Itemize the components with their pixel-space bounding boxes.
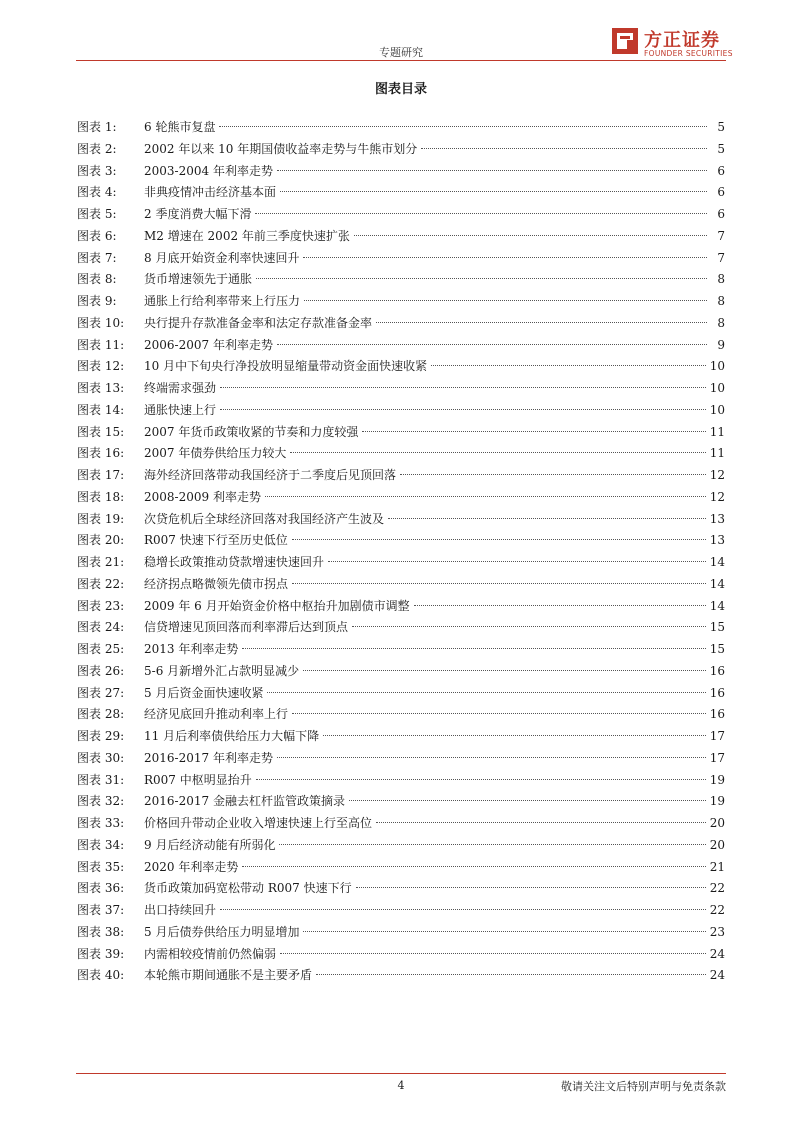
toc-entry-label: 图表 14: bbox=[77, 402, 125, 417]
toc-entry[interactable] bbox=[77, 857, 725, 879]
toc-leader-dots bbox=[265, 496, 706, 497]
company-logo bbox=[612, 26, 732, 62]
toc-entry-page: 8 bbox=[717, 315, 725, 330]
toc-entry-text: 经济见底回升推动利率上行 bbox=[144, 707, 289, 722]
toc-entry[interactable] bbox=[77, 313, 725, 335]
toc-entry-label: 图表 2: bbox=[77, 141, 117, 156]
toc-entry-page: 8 bbox=[717, 294, 725, 308]
toc-entry-label: 图表 5: bbox=[77, 207, 117, 221]
toc-entry-text: 2003-2004 年利率走势 bbox=[144, 163, 273, 178]
toc-entry[interactable] bbox=[77, 965, 725, 987]
toc-entry-text: 通胀上行给利率带来上行压力 bbox=[144, 294, 301, 308]
toc-entry-text: 8 月底开始资金利率快速回升 bbox=[144, 250, 300, 265]
toc-entry-label: 图表 8: bbox=[77, 272, 117, 287]
toc-leader-dots bbox=[328, 561, 706, 562]
toc-entry-label: 图表 30: bbox=[77, 750, 125, 765]
toc-entry-page: 19 bbox=[709, 794, 725, 809]
toc-entry[interactable] bbox=[77, 422, 725, 444]
toc-entry-label: 图表 23: bbox=[77, 598, 125, 613]
toc-entry-text: 2 季度消费大幅下滑 bbox=[144, 207, 252, 221]
toc-entry-page: 11 bbox=[709, 424, 725, 439]
toc-entry-text: 终端需求强劲 bbox=[144, 381, 217, 395]
toc-leader-dots bbox=[256, 779, 706, 780]
toc-entry-page: 20 bbox=[709, 816, 725, 830]
toc-entry-text: 2016-2017 年利率走势 bbox=[144, 750, 273, 765]
toc-entry-page: 15 bbox=[709, 642, 725, 656]
toc-leader-dots bbox=[255, 213, 707, 214]
toc-entry-page: 13 bbox=[709, 533, 725, 548]
toc-entry-text: 货币增速领先于通胀 bbox=[144, 272, 253, 287]
toc-entry-text: 本轮熊市期间通胀不是主要矛盾 bbox=[144, 968, 313, 983]
toc-entry-text: 5-6 月新增外汇占款明显减少 bbox=[144, 663, 300, 678]
toc-entry-label: 图表 22: bbox=[77, 576, 125, 591]
toc-leader-dots bbox=[354, 235, 707, 236]
toc-entry-page: 6 bbox=[717, 185, 725, 200]
toc-entry-page: 7 bbox=[717, 250, 725, 265]
toc-leader-dots bbox=[280, 953, 706, 954]
toc-entry-text: 2006-2007 年利率走势 bbox=[144, 337, 273, 352]
toc-entry-label: 图表 25: bbox=[77, 642, 125, 656]
toc-leader-dots bbox=[220, 387, 706, 388]
toc-entry-text: 2016-2017 金融去杠杆监管政策摘录 bbox=[144, 794, 345, 809]
toc-entry-page: 16 bbox=[709, 663, 725, 678]
toc-entry-text: R007 中枢明显抬升 bbox=[144, 772, 252, 787]
toc-leader-dots bbox=[421, 148, 707, 149]
toc-entry-text: 通胀快速上行 bbox=[144, 402, 217, 417]
toc-entry[interactable] bbox=[77, 835, 725, 857]
toc-entry-label: 图表 16: bbox=[77, 446, 125, 461]
toc-entry-page: 16 bbox=[709, 707, 725, 722]
toc-leader-dots bbox=[256, 278, 707, 279]
toc-entry-text: 次贷危机后全球经济回落对我国经济产生波及 bbox=[144, 511, 385, 526]
toc-leader-dots bbox=[277, 757, 706, 758]
toc-entry-label: 图表 33: bbox=[77, 816, 125, 830]
toc-leader-dots bbox=[242, 648, 705, 649]
toc-entry-page: 20 bbox=[709, 837, 725, 852]
toc-entry-label: 图表 19: bbox=[77, 511, 125, 526]
toc-entry[interactable] bbox=[77, 704, 725, 726]
toc-entry-text: 经济拐点略微领先债市拐点 bbox=[144, 576, 289, 591]
toc-leader-dots bbox=[290, 452, 705, 453]
toc-leader-dots bbox=[277, 344, 707, 345]
toc-entry-page: 10 bbox=[709, 359, 725, 374]
toc-entry[interactable] bbox=[77, 661, 725, 683]
toc-entry[interactable] bbox=[77, 574, 725, 596]
toc-entry[interactable] bbox=[77, 639, 725, 661]
toc-leader-dots bbox=[304, 300, 707, 301]
toc-entry[interactable] bbox=[77, 596, 725, 618]
toc-entry-label: 图表 34: bbox=[77, 837, 125, 852]
toc-entry-page: 17 bbox=[709, 750, 725, 765]
toc-entry-label: 图表 18: bbox=[77, 489, 125, 504]
toc-entry-label: 图表 40: bbox=[77, 968, 125, 983]
toc-entry-text: M2 增速在 2002 年前三季度快速扩张 bbox=[144, 228, 350, 243]
toc-entry[interactable] bbox=[77, 117, 725, 139]
toc-leader-dots bbox=[280, 191, 707, 192]
toc-entry[interactable] bbox=[77, 552, 725, 574]
toc-entry-page: 6 bbox=[717, 163, 725, 178]
toc-entry-label: 图表 11: bbox=[77, 337, 125, 352]
toc-entry-page: 12 bbox=[709, 468, 725, 482]
toc-leader-dots bbox=[219, 126, 707, 127]
toc-leader-dots bbox=[388, 518, 706, 519]
toc-entry-label: 图表 10: bbox=[77, 315, 125, 330]
toc-entry[interactable] bbox=[77, 443, 725, 465]
toc-leader-dots bbox=[431, 365, 706, 366]
toc-entry-label: 图表 20: bbox=[77, 533, 125, 548]
toc-entry[interactable] bbox=[77, 356, 725, 378]
toc-entry-page: 8 bbox=[717, 272, 725, 287]
disclaimer-note: 敬请关注文后特别声明与免责条款 bbox=[561, 1080, 726, 1093]
toc-leader-dots bbox=[316, 974, 706, 975]
toc-entry[interactable] bbox=[77, 487, 725, 509]
toc-entry-text: 5 月后债券供给压力明显增加 bbox=[144, 924, 300, 939]
toc-entry[interactable] bbox=[77, 813, 725, 835]
toc-leader-dots bbox=[376, 822, 706, 823]
toc-entry-page: 7 bbox=[717, 228, 725, 243]
toc-leader-dots bbox=[356, 887, 706, 888]
toc-entry-label: 图表 28: bbox=[77, 707, 125, 722]
toc-entry-label: 图表 31: bbox=[77, 772, 125, 787]
toc-entry-page: 22 bbox=[709, 881, 725, 896]
toc-entry-text: R007 快速下行至历史低位 bbox=[144, 533, 288, 548]
toc-entry-page: 22 bbox=[709, 903, 725, 917]
toc-entry-page: 14 bbox=[709, 598, 725, 613]
toc-leader-dots bbox=[400, 474, 706, 475]
toc-entry-label: 图表 1: bbox=[77, 120, 117, 134]
toc-entry[interactable] bbox=[77, 922, 725, 944]
toc-entry-text: 出口持续回升 bbox=[144, 903, 217, 917]
toc-entry-text: 价格回升带动企业收入增速快速上行至高位 bbox=[144, 816, 373, 830]
toc-entry[interactable] bbox=[77, 400, 725, 422]
toc-entry-page: 9 bbox=[717, 337, 725, 352]
toc-entry[interactable] bbox=[77, 900, 725, 922]
toc-entry[interactable] bbox=[77, 530, 725, 552]
toc-leader-dots bbox=[277, 170, 707, 171]
toc-entry[interactable] bbox=[77, 204, 725, 226]
toc-entry[interactable] bbox=[77, 770, 725, 792]
toc-leader-dots bbox=[242, 866, 705, 867]
toc-entry-text: 2007 年债券供给压力较大 bbox=[144, 446, 287, 461]
toc-leader-dots bbox=[292, 583, 706, 584]
toc-entry[interactable] bbox=[77, 335, 725, 357]
toc-entry-text: 信贷增速见顶回落而利率滞后达到顶点 bbox=[144, 620, 349, 635]
toc-leader-dots bbox=[292, 713, 706, 714]
toc-entry-text: 5 月后资金面快速收紧 bbox=[144, 685, 264, 700]
toc-entry[interactable] bbox=[77, 248, 725, 270]
toc-entry-label: 图表 36: bbox=[77, 881, 125, 896]
footer-divider bbox=[76, 1073, 726, 1074]
toc-entry-page: 16 bbox=[709, 685, 725, 700]
toc-entry-label: 图表 21: bbox=[77, 555, 125, 569]
toc-entry-label: 图表 32: bbox=[77, 794, 125, 809]
toc-entry[interactable] bbox=[77, 161, 725, 183]
toc-entry-page: 10 bbox=[709, 402, 725, 417]
toc-entry-label: 图表 7: bbox=[77, 250, 117, 265]
toc-entry[interactable] bbox=[77, 226, 725, 248]
toc-entry-page: 13 bbox=[709, 511, 725, 526]
toc-list bbox=[77, 117, 725, 987]
toc-entry-label: 图表 27: bbox=[77, 685, 125, 700]
toc-entry-label: 图表 15: bbox=[77, 424, 125, 439]
toc-entry-text: 货币政策加码宽松带动 R007 快速下行 bbox=[144, 881, 352, 896]
toc-leader-dots bbox=[220, 909, 706, 910]
toc-entry[interactable] bbox=[77, 683, 725, 705]
toc-entry-page: 21 bbox=[709, 859, 725, 874]
toc-entry-label: 图表 29: bbox=[77, 729, 125, 743]
toc-entry[interactable] bbox=[77, 269, 725, 291]
toc-entry-text: 9 月后经济动能有所弱化 bbox=[144, 837, 276, 852]
toc-entry-page: 15 bbox=[709, 620, 725, 635]
toc-entry-page: 5 bbox=[717, 141, 725, 156]
toc-entry-label: 图表 39: bbox=[77, 946, 125, 961]
toc-entry[interactable] bbox=[77, 509, 725, 531]
toc-leader-dots bbox=[362, 431, 705, 432]
logo-subtitle: FOUNDER SECURITIES bbox=[644, 49, 733, 58]
toc-entry-page: 14 bbox=[709, 576, 725, 591]
toc-entry-label: 图表 6: bbox=[77, 228, 117, 243]
toc-entry-page: 11 bbox=[709, 446, 725, 461]
toc-entry[interactable] bbox=[77, 748, 725, 770]
page-number: 4 bbox=[397, 1079, 405, 1092]
toc-entry[interactable] bbox=[77, 617, 725, 639]
toc-entry-page: 12 bbox=[709, 489, 725, 504]
toc-entry[interactable] bbox=[77, 378, 725, 400]
toc-title: 图表目录 bbox=[374, 82, 427, 97]
toc-entry[interactable] bbox=[77, 791, 725, 813]
toc-entry-label: 图表 26: bbox=[77, 663, 125, 678]
toc-leader-dots bbox=[352, 626, 706, 627]
toc-entry-label: 图表 3: bbox=[77, 163, 117, 178]
toc-leader-dots bbox=[279, 844, 705, 845]
toc-entry-text: 10 月中下旬央行净投放明显缩量带动资金面快速收紧 bbox=[144, 359, 428, 374]
toc-entry-text: 2002 年以来 10 年期国债收益率走势与牛熊市划分 bbox=[144, 141, 418, 156]
toc-entry-text: 2008-2009 利率走势 bbox=[144, 489, 261, 504]
toc-entry-page: 19 bbox=[709, 772, 725, 787]
section-title: 专题研究 bbox=[379, 46, 423, 59]
toc-entry-page: 5 bbox=[717, 120, 725, 134]
toc-leader-dots bbox=[267, 692, 705, 693]
toc-entry-page: 14 bbox=[709, 555, 725, 569]
toc-leader-dots bbox=[414, 605, 706, 606]
toc-leader-dots bbox=[303, 931, 705, 932]
header-divider bbox=[76, 60, 726, 61]
toc-leader-dots bbox=[292, 539, 706, 540]
toc-entry-text: 稳增长政策推动贷款增速快速回升 bbox=[144, 555, 325, 569]
toc-entry[interactable] bbox=[77, 291, 725, 313]
toc-entry-label: 图表 38: bbox=[77, 924, 125, 939]
toc-entry-text: 11 月后利率债供给压力大幅下降 bbox=[144, 729, 320, 743]
toc-entry-text: 2007 年货币政策收紧的节奏和力度较强 bbox=[144, 424, 359, 439]
toc-entry-label: 图表 9: bbox=[77, 294, 117, 308]
toc-entry-label: 图表 24: bbox=[77, 620, 125, 635]
toc-leader-dots bbox=[303, 257, 707, 258]
logo-mark-icon bbox=[612, 28, 638, 54]
toc-entry-label: 图表 4: bbox=[77, 185, 117, 200]
toc-leader-dots bbox=[376, 322, 707, 323]
toc-leader-dots bbox=[323, 735, 706, 736]
toc-leader-dots bbox=[349, 800, 706, 801]
toc-entry-page: 6 bbox=[717, 207, 725, 221]
toc-entry-label: 图表 17: bbox=[77, 468, 125, 482]
toc-entry-label: 图表 35: bbox=[77, 859, 125, 874]
toc-entry-page: 24 bbox=[709, 946, 725, 961]
toc-entry-text: 海外经济回落带动我国经济于二季度后见顶回落 bbox=[144, 468, 397, 482]
toc-entry-text: 央行提升存款准备金率和法定存款准备金率 bbox=[144, 315, 373, 330]
toc-entry[interactable] bbox=[77, 878, 725, 900]
toc-entry-label: 图表 12: bbox=[77, 359, 125, 374]
toc-entry-text: 2013 年利率走势 bbox=[144, 642, 239, 656]
toc-entry[interactable] bbox=[77, 726, 725, 748]
toc-entry[interactable] bbox=[77, 465, 725, 487]
toc-entry-text: 内需相较疫情前仍然偏弱 bbox=[144, 946, 277, 961]
toc-entry-page: 23 bbox=[709, 924, 725, 939]
toc-entry-text: 6 轮熊市复盘 bbox=[144, 120, 216, 134]
toc-entry-text: 2009 年 6 月开始资金价格中枢抬升加剧债市调整 bbox=[144, 598, 410, 613]
toc-entry-text: 2020 年利率走势 bbox=[144, 859, 239, 874]
toc-entry[interactable] bbox=[77, 182, 725, 204]
logo-name: 方正证券 bbox=[644, 30, 720, 51]
toc-entry-page: 10 bbox=[709, 381, 725, 395]
toc-entry-page: 17 bbox=[709, 729, 725, 743]
toc-entry-label: 图表 13: bbox=[77, 381, 125, 395]
toc-leader-dots bbox=[303, 670, 706, 671]
toc-entry-text: 非典疫情冲击经济基本面 bbox=[144, 185, 277, 200]
toc-entry-page: 24 bbox=[709, 968, 725, 983]
toc-entry[interactable] bbox=[77, 139, 725, 161]
toc-entry[interactable] bbox=[77, 944, 725, 966]
toc-leader-dots bbox=[220, 409, 706, 410]
toc-entry-label: 图表 37: bbox=[77, 903, 125, 917]
